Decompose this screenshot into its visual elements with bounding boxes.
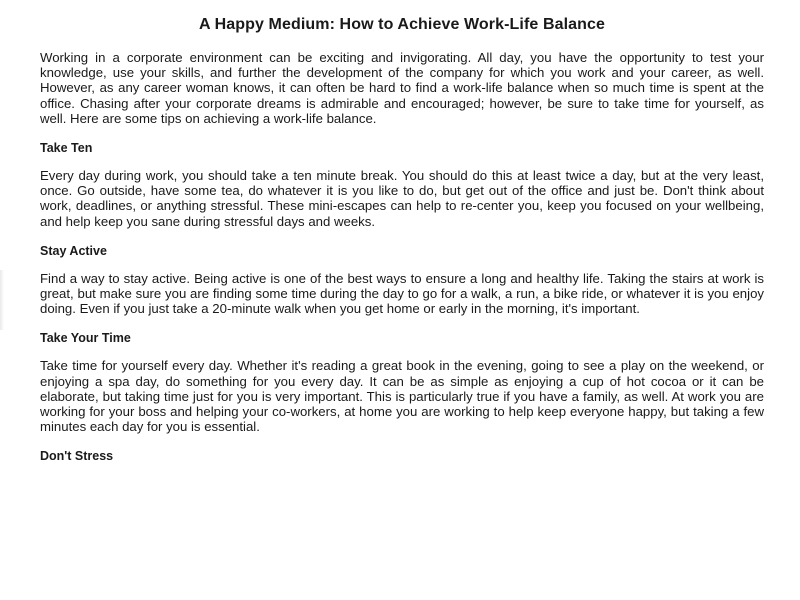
section-stay-active	[40, 243, 764, 317]
section-take-ten	[40, 140, 764, 229]
section-heading: Take Your Time	[40, 331, 131, 346]
section-dont-stress	[40, 448, 764, 464]
section-body: Take time for yourself every day. Whether it's reading a great book in the evening, going to see a play on the weekend, or enjoying a spa day, do something for you every day. It can be as simple as enjoying a cup of hot cocoa or it can be elaborate, but taking time just for you is very important. This is particularly true if you have a family, as well. At work you are working for your boss and helping your co-workers, at home you are working to help keep everyone happy, but taking a few minutes each day for you is essential.	[40, 358, 764, 435]
section-body: Find a way to stay active. Being active is one of the best ways to ensure a long and healthy life. Taking the stairs at work is great, but make sure you are finding some time during the day to go for a walk, a run, a bike ride, or whatever it is you enjoy doing. Even if you just take a 20-minute walk when you get home or early in the morning, it's important.	[40, 270, 764, 317]
intro-paragraph: Working in a corporate environment can be exciting and invigorating. All day, you have the opportunity to test your knowledge, use your skills, and further the development of the company for which you work and your career, as well. However, as any career woman knows, it can often be hard to find a work-life balance when so much time is spent at the office. Chasing after your corporate dreams is admirable and encouraged; however, be sure to take time for yourself, as well. Here are some tips on achieving a work-life balance.	[40, 50, 764, 126]
section-heading: Don't Stress	[40, 449, 114, 464]
section-take-your-time	[40, 330, 764, 434]
document-title: A Happy Medium: How to Achieve Work-Life Balance	[198, 16, 606, 33]
page-edge-shadow	[0, 270, 4, 330]
section-heading: Stay Active	[40, 243, 107, 258]
section-body: Every day during work, you should take a ten minute break. You should do this at least twice a day, but at the very least, once. Go outside, have some tea, do whatever it is you like to do, but get out of the office and just be. Don't think about work, deadlines, or anything stressful. These mini-escapes can help to re-center you, keep you focused on your wellbeing, and help keep you sane during stressful days and weeks.	[40, 168, 764, 229]
section-heading: Take Ten	[40, 141, 93, 156]
document-page	[40, 14, 764, 464]
